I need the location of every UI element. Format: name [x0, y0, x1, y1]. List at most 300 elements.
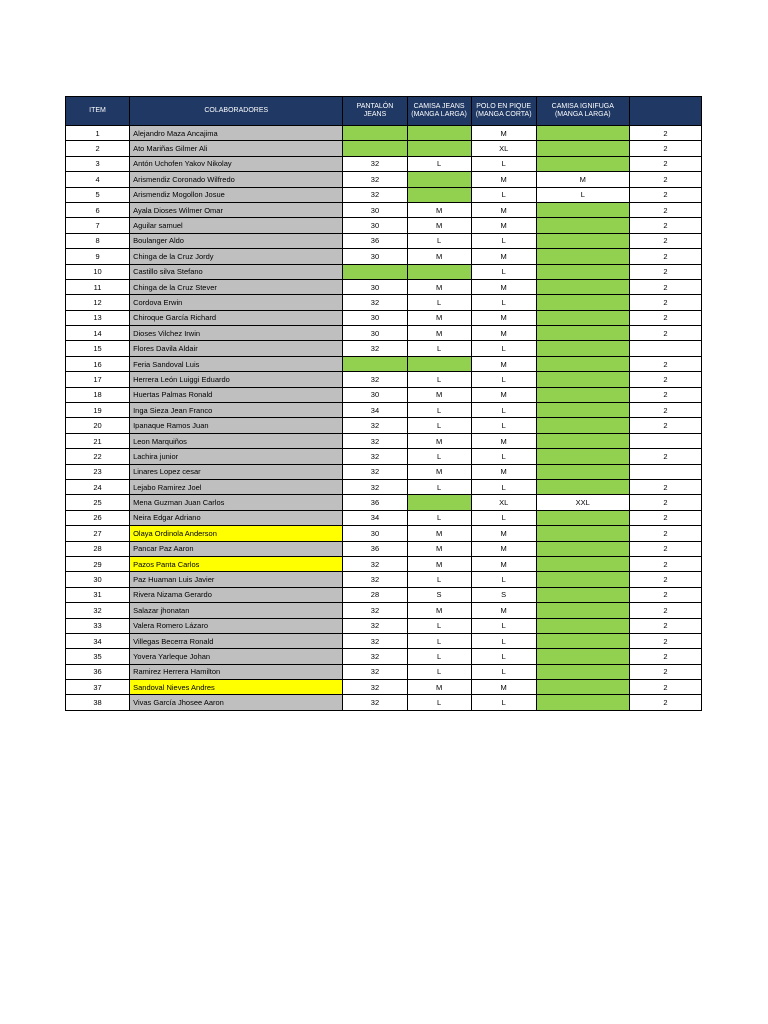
- cell-extra: 2: [629, 449, 701, 464]
- cell-colaborador: Paz Huaman Luis Javier: [130, 572, 343, 587]
- cell-extra: [629, 341, 701, 356]
- table-row: [66, 526, 702, 541]
- cell-polo: L: [471, 695, 536, 710]
- cell-colaborador: Arismendiz Mogollon Josue: [130, 187, 343, 202]
- cell-pantalon: [343, 356, 407, 371]
- table-row: [66, 633, 702, 648]
- cell-extra: 2: [629, 264, 701, 279]
- cell-polo: L: [471, 649, 536, 664]
- cell-camisa-jeans: [407, 126, 471, 141]
- table-row: [66, 310, 702, 325]
- cell-polo: L: [471, 418, 536, 433]
- cell-colaborador: Sandoval Nieves Andres: [130, 680, 343, 695]
- table-row: [66, 126, 702, 141]
- cell-colaborador: Ipanaque Ramos Juan: [130, 418, 343, 433]
- cell-extra: 2: [629, 495, 701, 510]
- cell-item: 4: [66, 172, 130, 187]
- cell-colaborador: Chiroque García Richard: [130, 310, 343, 325]
- cell-extra: 2: [629, 310, 701, 325]
- cell-polo: M: [471, 464, 536, 479]
- cell-extra: 2: [629, 556, 701, 571]
- cell-polo: L: [471, 341, 536, 356]
- cell-camisa-jeans: M: [407, 556, 471, 571]
- cell-pantalon: 30: [343, 526, 407, 541]
- cell-camisa-jeans: [407, 264, 471, 279]
- cell-camisa-jeans: L: [407, 695, 471, 710]
- cell-camisa-jeans: S: [407, 587, 471, 602]
- cell-polo: XL: [471, 141, 536, 156]
- cell-item: 30: [66, 572, 130, 587]
- cell-item: 28: [66, 541, 130, 556]
- cell-extra: 2: [629, 633, 701, 648]
- cell-camisa-ignifuga: [536, 603, 629, 618]
- cell-item: 7: [66, 218, 130, 233]
- cell-camisa-ignifuga: [536, 372, 629, 387]
- table-row: [66, 680, 702, 695]
- cell-camisa-ignifuga: [536, 156, 629, 171]
- cell-item: 34: [66, 633, 130, 648]
- cell-pantalon: 32: [343, 664, 407, 679]
- cell-camisa-jeans: L: [407, 372, 471, 387]
- cell-camisa-jeans: M: [407, 526, 471, 541]
- cell-extra: 2: [629, 126, 701, 141]
- table-row: [66, 233, 702, 248]
- cell-camisa-ignifuga: XXL: [536, 495, 629, 510]
- cell-camisa-jeans: L: [407, 664, 471, 679]
- table-row: [66, 603, 702, 618]
- cell-pantalon: 32: [343, 418, 407, 433]
- table-row: [66, 326, 702, 341]
- table-row: [66, 541, 702, 556]
- cell-pantalon: 36: [343, 495, 407, 510]
- cell-camisa-jeans: M: [407, 326, 471, 341]
- cell-item: 23: [66, 464, 130, 479]
- cell-extra: 2: [629, 572, 701, 587]
- cell-camisa-ignifuga: [536, 556, 629, 571]
- cell-camisa-ignifuga: [536, 618, 629, 633]
- cell-item: 31: [66, 587, 130, 602]
- cell-polo: L: [471, 403, 536, 418]
- header-pantalon-jeans: PANTALÓN JEANS: [343, 97, 407, 126]
- cell-polo: M: [471, 172, 536, 187]
- cell-polo: M: [471, 202, 536, 217]
- cell-item: 18: [66, 387, 130, 402]
- cell-pantalon: 36: [343, 541, 407, 556]
- table-row: [66, 187, 702, 202]
- cell-colaborador: Lejabo Ramirez Joel: [130, 479, 343, 494]
- cell-polo: L: [471, 479, 536, 494]
- cell-camisa-jeans: L: [407, 233, 471, 248]
- table-row: [66, 387, 702, 402]
- cell-polo: M: [471, 249, 536, 264]
- cell-camisa-jeans: [407, 356, 471, 371]
- table-row: [66, 264, 702, 279]
- cell-extra: 2: [629, 326, 701, 341]
- cell-colaborador: Huertas Palmas Ronald: [130, 387, 343, 402]
- table-row: [66, 464, 702, 479]
- cell-colaborador: Inga Sieza Jean Franco: [130, 403, 343, 418]
- cell-polo: M: [471, 433, 536, 448]
- cell-item: 38: [66, 695, 130, 710]
- header-row: [66, 97, 702, 126]
- cell-colaborador: Cordova Erwin: [130, 295, 343, 310]
- cell-camisa-ignifuga: [536, 264, 629, 279]
- colaboradores-table: [65, 96, 702, 711]
- cell-colaborador: Aguilar samuel: [130, 218, 343, 233]
- cell-camisa-ignifuga: [536, 218, 629, 233]
- cell-camisa-ignifuga: [536, 541, 629, 556]
- cell-item: 14: [66, 326, 130, 341]
- header-camisa-ignifuga: CAMISA IGNIFUGA (MANGA LARGA): [536, 97, 629, 126]
- cell-camisa-ignifuga: [536, 249, 629, 264]
- cell-colaborador: Dioses Vilchez Irwin: [130, 326, 343, 341]
- table-row: [66, 418, 702, 433]
- cell-polo: L: [471, 633, 536, 648]
- cell-extra: 2: [629, 618, 701, 633]
- cell-pantalon: [343, 126, 407, 141]
- cell-item: 1: [66, 126, 130, 141]
- cell-extra: 2: [629, 510, 701, 525]
- cell-colaborador: Linares Lopez cesar: [130, 464, 343, 479]
- table-row: [66, 479, 702, 494]
- cell-camisa-ignifuga: [536, 233, 629, 248]
- cell-camisa-ignifuga: [536, 326, 629, 341]
- cell-colaborador: Pazos Panta Carlos: [130, 556, 343, 571]
- cell-camisa-jeans: M: [407, 202, 471, 217]
- cell-pantalon: 32: [343, 649, 407, 664]
- cell-colaborador: Flores Davila Aldair: [130, 341, 343, 356]
- cell-extra: 2: [629, 664, 701, 679]
- cell-camisa-ignifuga: [536, 449, 629, 464]
- cell-pantalon: 32: [343, 618, 407, 633]
- cell-pantalon: 32: [343, 449, 407, 464]
- cell-extra: 2: [629, 187, 701, 202]
- cell-camisa-jeans: [407, 172, 471, 187]
- cell-pantalon: 30: [343, 326, 407, 341]
- table-row: [66, 572, 702, 587]
- cell-polo: M: [471, 387, 536, 402]
- cell-camisa-ignifuga: [536, 418, 629, 433]
- cell-colaborador: Villegas Becerra Ronald: [130, 633, 343, 648]
- cell-camisa-ignifuga: [536, 356, 629, 371]
- cell-camisa-jeans: M: [407, 464, 471, 479]
- table-row: [66, 295, 702, 310]
- cell-pantalon: 32: [343, 464, 407, 479]
- cell-pantalon: 32: [343, 187, 407, 202]
- cell-colaborador: Castillo silva Stefano: [130, 264, 343, 279]
- cell-pantalon: 32: [343, 680, 407, 695]
- cell-camisa-jeans: M: [407, 680, 471, 695]
- table-row: [66, 618, 702, 633]
- cell-colaborador: Alejandro Maza Ancajima: [130, 126, 343, 141]
- cell-pantalon: 30: [343, 249, 407, 264]
- table-row: [66, 218, 702, 233]
- cell-camisa-ignifuga: [536, 633, 629, 648]
- cell-pantalon: 30: [343, 202, 407, 217]
- cell-pantalon: 28: [343, 587, 407, 602]
- table-row: [66, 202, 702, 217]
- cell-extra: 2: [629, 526, 701, 541]
- table-row: [66, 141, 702, 156]
- cell-pantalon: 32: [343, 479, 407, 494]
- cell-extra: 2: [629, 695, 701, 710]
- cell-item: 33: [66, 618, 130, 633]
- cell-polo: L: [471, 233, 536, 248]
- cell-camisa-ignifuga: [536, 141, 629, 156]
- cell-pantalon: 30: [343, 387, 407, 402]
- cell-polo: L: [471, 187, 536, 202]
- table-body: [66, 126, 702, 711]
- cell-camisa-ignifuga: [536, 572, 629, 587]
- cell-item: 9: [66, 249, 130, 264]
- cell-polo: M: [471, 326, 536, 341]
- cell-polo: L: [471, 372, 536, 387]
- cell-camisa-ignifuga: M: [536, 172, 629, 187]
- cell-extra: 2: [629, 295, 701, 310]
- cell-camisa-ignifuga: [536, 464, 629, 479]
- cell-colaborador: Olaya Ordinola Anderson: [130, 526, 343, 541]
- cell-extra: 2: [629, 249, 701, 264]
- cell-item: 21: [66, 433, 130, 448]
- cell-camisa-jeans: M: [407, 541, 471, 556]
- cell-camisa-ignifuga: [536, 680, 629, 695]
- cell-camisa-jeans: M: [407, 218, 471, 233]
- cell-camisa-ignifuga: [536, 310, 629, 325]
- cell-item: 24: [66, 479, 130, 494]
- cell-extra: 2: [629, 387, 701, 402]
- cell-camisa-ignifuga: [536, 295, 629, 310]
- cell-camisa-ignifuga: [536, 126, 629, 141]
- cell-item: 32: [66, 603, 130, 618]
- table-row: [66, 403, 702, 418]
- cell-camisa-jeans: L: [407, 633, 471, 648]
- cell-pantalon: 32: [343, 695, 407, 710]
- cell-item: 3: [66, 156, 130, 171]
- cell-extra: 2: [629, 356, 701, 371]
- cell-item: 8: [66, 233, 130, 248]
- cell-extra: 2: [629, 218, 701, 233]
- cell-colaborador: Rivera Nizama Gerardo: [130, 587, 343, 602]
- cell-colaborador: Leon Marquiños: [130, 433, 343, 448]
- cell-camisa-jeans: L: [407, 649, 471, 664]
- cell-camisa-ignifuga: [536, 387, 629, 402]
- cell-colaborador: Chinga de la Cruz Jordy: [130, 249, 343, 264]
- cell-item: 10: [66, 264, 130, 279]
- cell-item: 5: [66, 187, 130, 202]
- cell-polo: M: [471, 556, 536, 571]
- cell-polo: M: [471, 356, 536, 371]
- cell-camisa-ignifuga: [536, 695, 629, 710]
- cell-extra: 2: [629, 372, 701, 387]
- cell-colaborador: Vivas García Jhosee Aaron: [130, 695, 343, 710]
- cell-item: 20: [66, 418, 130, 433]
- cell-item: 35: [66, 649, 130, 664]
- table-row: [66, 372, 702, 387]
- cell-camisa-ignifuga: [536, 279, 629, 294]
- cell-polo: M: [471, 218, 536, 233]
- table-row: [66, 495, 702, 510]
- cell-camisa-jeans: M: [407, 249, 471, 264]
- cell-item: 37: [66, 680, 130, 695]
- cell-polo: M: [471, 310, 536, 325]
- cell-colaborador: Ato Mariñas Gilmer Ali: [130, 141, 343, 156]
- cell-camisa-jeans: [407, 141, 471, 156]
- cell-extra: 2: [629, 233, 701, 248]
- cell-item: 16: [66, 356, 130, 371]
- cell-colaborador: Ramirez Herrera Hamilton: [130, 664, 343, 679]
- cell-camisa-ignifuga: [536, 479, 629, 494]
- cell-polo: L: [471, 295, 536, 310]
- cell-polo: M: [471, 541, 536, 556]
- cell-pantalon: 32: [343, 172, 407, 187]
- cell-colaborador: Antón Uchofen Yakov Nikolay: [130, 156, 343, 171]
- cell-pantalon: 30: [343, 279, 407, 294]
- cell-colaborador: Feria Sandoval Luis: [130, 356, 343, 371]
- table-row: [66, 279, 702, 294]
- cell-camisa-jeans: L: [407, 449, 471, 464]
- cell-camisa-jeans: L: [407, 479, 471, 494]
- cell-extra: 2: [629, 403, 701, 418]
- cell-colaborador: Mena Guzman Juan Carlos: [130, 495, 343, 510]
- cell-camisa-ignifuga: [536, 526, 629, 541]
- table-row: [66, 249, 702, 264]
- cell-camisa-jeans: M: [407, 603, 471, 618]
- header-camisa-jeans: CAMISA JEANS (MANGA LARGA): [407, 97, 471, 126]
- cell-polo: M: [471, 126, 536, 141]
- cell-camisa-jeans: L: [407, 618, 471, 633]
- cell-pantalon: [343, 264, 407, 279]
- cell-colaborador: Ayala Dioses Wilmer Omar: [130, 202, 343, 217]
- cell-extra: 2: [629, 141, 701, 156]
- cell-polo: M: [471, 279, 536, 294]
- cell-item: 27: [66, 526, 130, 541]
- cell-camisa-jeans: L: [407, 341, 471, 356]
- table-row: [66, 556, 702, 571]
- cell-colaborador: Arismendiz Coronado Wilfredo: [130, 172, 343, 187]
- table-row: [66, 510, 702, 525]
- cell-pantalon: 36: [343, 233, 407, 248]
- cell-colaborador: Herrera León Luiggi Eduardo: [130, 372, 343, 387]
- table-row: [66, 587, 702, 602]
- table-row: [66, 341, 702, 356]
- table-row: [66, 356, 702, 371]
- cell-camisa-jeans: M: [407, 279, 471, 294]
- cell-pantalon: 32: [343, 433, 407, 448]
- cell-item: 13: [66, 310, 130, 325]
- cell-camisa-ignifuga: [536, 341, 629, 356]
- cell-item: 12: [66, 295, 130, 310]
- cell-polo: L: [471, 510, 536, 525]
- cell-camisa-jeans: L: [407, 572, 471, 587]
- cell-pantalon: [343, 141, 407, 156]
- cell-extra: 2: [629, 172, 701, 187]
- cell-pantalon: 32: [343, 341, 407, 356]
- cell-colaborador: Chinga de la Cruz Stever: [130, 279, 343, 294]
- cell-pantalon: 32: [343, 633, 407, 648]
- cell-item: 25: [66, 495, 130, 510]
- table-row: [66, 649, 702, 664]
- cell-colaborador: Lachira junior: [130, 449, 343, 464]
- cell-extra: [629, 464, 701, 479]
- cell-pantalon: 30: [343, 310, 407, 325]
- cell-pantalon: 32: [343, 603, 407, 618]
- cell-extra: 2: [629, 541, 701, 556]
- cell-extra: 2: [629, 649, 701, 664]
- cell-extra: 2: [629, 202, 701, 217]
- cell-item: 6: [66, 202, 130, 217]
- cell-item: 26: [66, 510, 130, 525]
- table-row: [66, 664, 702, 679]
- cell-camisa-ignifuga: [536, 202, 629, 217]
- table-row: [66, 433, 702, 448]
- cell-colaborador: Valera Romero Lázaro: [130, 618, 343, 633]
- cell-polo: L: [471, 156, 536, 171]
- cell-polo: L: [471, 264, 536, 279]
- cell-camisa-ignifuga: [536, 510, 629, 525]
- cell-polo: M: [471, 680, 536, 695]
- cell-pantalon: 32: [343, 295, 407, 310]
- cell-item: 15: [66, 341, 130, 356]
- cell-extra: [629, 433, 701, 448]
- header-polo-pique: POLO EN PIQUE (MANGA CORTA): [471, 97, 536, 126]
- cell-camisa-ignifuga: L: [536, 187, 629, 202]
- cell-camisa-jeans: M: [407, 310, 471, 325]
- header-colaboradores: COLABORADORES: [130, 97, 343, 126]
- cell-camisa-jeans: L: [407, 418, 471, 433]
- cell-colaborador: Pancar Paz Aaron: [130, 541, 343, 556]
- cell-item: 2: [66, 141, 130, 156]
- cell-camisa-jeans: L: [407, 295, 471, 310]
- cell-polo: S: [471, 587, 536, 602]
- cell-camisa-ignifuga: [536, 433, 629, 448]
- cell-camisa-jeans: L: [407, 156, 471, 171]
- cell-camisa-jeans: [407, 495, 471, 510]
- table-row: [66, 172, 702, 187]
- cell-pantalon: 32: [343, 156, 407, 171]
- cell-pantalon: 34: [343, 403, 407, 418]
- cell-colaborador: Neira Edgar Adriano: [130, 510, 343, 525]
- cell-pantalon: 32: [343, 372, 407, 387]
- cell-polo: L: [471, 664, 536, 679]
- cell-polo: XL: [471, 495, 536, 510]
- cell-item: 29: [66, 556, 130, 571]
- cell-item: 11: [66, 279, 130, 294]
- cell-item: 22: [66, 449, 130, 464]
- header-extra: [629, 97, 701, 126]
- cell-polo: L: [471, 572, 536, 587]
- cell-extra: 2: [629, 418, 701, 433]
- cell-camisa-jeans: L: [407, 403, 471, 418]
- header-item: ITEM: [66, 97, 130, 126]
- table-row: [66, 156, 702, 171]
- cell-polo: L: [471, 618, 536, 633]
- cell-item: 36: [66, 664, 130, 679]
- cell-camisa-jeans: M: [407, 387, 471, 402]
- cell-item: 17: [66, 372, 130, 387]
- cell-camisa-ignifuga: [536, 403, 629, 418]
- cell-pantalon: 32: [343, 556, 407, 571]
- cell-pantalon: 32: [343, 572, 407, 587]
- cell-colaborador: Yovera Yarleque Johan: [130, 649, 343, 664]
- cell-polo: M: [471, 603, 536, 618]
- cell-extra: 2: [629, 279, 701, 294]
- cell-camisa-jeans: L: [407, 510, 471, 525]
- cell-camisa-jeans: [407, 187, 471, 202]
- table-row: [66, 449, 702, 464]
- cell-pantalon: 30: [343, 218, 407, 233]
- cell-polo: M: [471, 526, 536, 541]
- table-row: [66, 695, 702, 710]
